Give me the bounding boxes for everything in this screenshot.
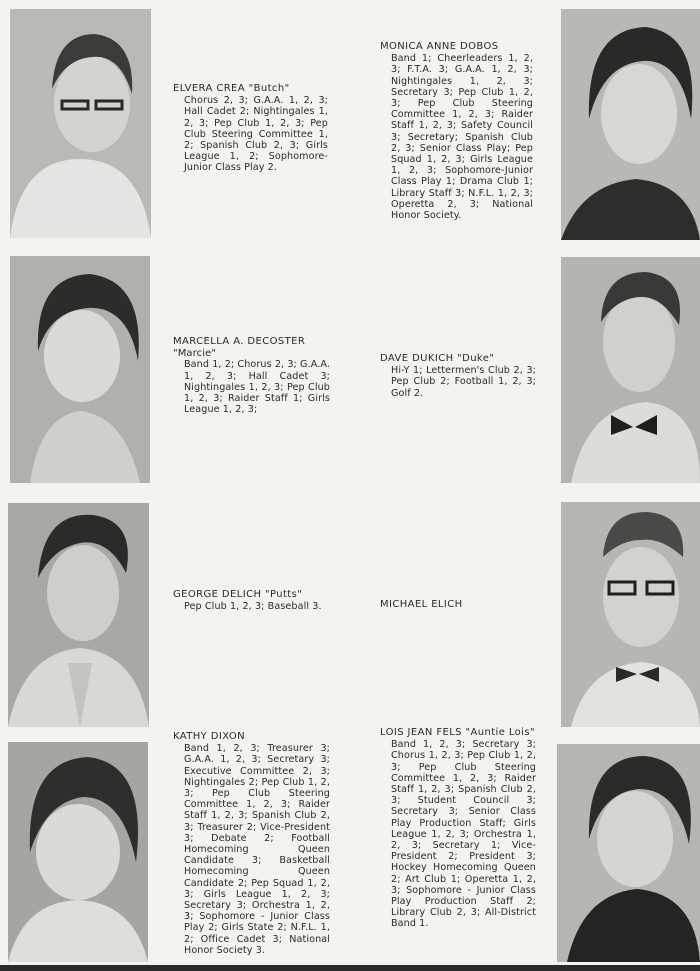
student-name: MONICA ANNE DOBOS <box>380 41 499 52</box>
student-name: KATHY DIXON <box>173 731 245 742</box>
student-name: MARCELLA A. DECOSTER <box>173 336 306 347</box>
bio-elvera-crea <box>173 83 328 174</box>
portrait-image <box>10 256 150 483</box>
portrait-lois-fels <box>557 744 700 962</box>
page-bottom-edge <box>0 965 700 971</box>
bio-marcella-decoster <box>173 336 330 415</box>
portrait-image <box>561 9 700 240</box>
student-activities: Band 1, 2, 3; Treasurer 3; G.A.A. 1, 2, 3; Secretary 3; Executive Committee 2, 3; Nightingales 2; Pep Club 1, 2, 3; Pep Club Steering Committee 1, 2, 3; Raider Staff 1, 2, 3; Spanish Club 2, 3; Treasurer 2; Vice-President 3; Debate 2; Football Homecoming Queen Candidate 3; Basketball Homecoming Queen Candidate 2; Pep Squad 1, 2, 3; Girls League 1, 2, 3; Secretary 3; Orchestra 1, 2, 3; Sophomore - Junior Class Play 2; Girls State 2; N.F.L. 1, 2; Office Cadet 3; National Honor Society 3. <box>184 743 330 956</box>
portrait-monica-dobos <box>561 9 700 240</box>
bio-dave-dukich <box>380 353 536 399</box>
bio-michael-elich <box>380 599 536 611</box>
portrait-image <box>561 257 700 483</box>
portrait-elvera-crea <box>10 9 151 238</box>
portrait-george-delich <box>8 503 149 727</box>
bio-george-delich <box>173 589 330 612</box>
portrait-image <box>561 502 700 727</box>
student-name: LOIS JEAN FELS "Auntie Lois" <box>380 727 535 738</box>
student-activities: Band 1, 2, 3; Secretary 3; Chorus 1, 2, 3; Pep Club 1, 2, 3; Pep Club Steering Committee 1, 2, 3; Raider Staff 1, 2, 3; Spanish Club 2, 3; Student Council 3; Secretary 3; Senior Class Play Production Staff; Girls League 1, 2, 3; Orchestra 1, 2, 3; Secretary 1; Vice-President 2; President 3; Hockey Homecoming Queen 2; Art Club 1; Operetta 1, 2, 3; Sophomore - Junior Class Play Production Staff 2; Library Club 2, 3; All-District Band 1. <box>391 739 536 930</box>
bio-kathy-dixon <box>173 731 330 956</box>
portrait-image <box>8 503 149 727</box>
portrait-marcella-decoster <box>10 256 150 483</box>
bio-lois-fels <box>380 727 536 930</box>
bio-monica-dobos <box>380 41 533 221</box>
student-name: GEORGE DELICH "Putts" <box>173 589 303 600</box>
student-nickname: "Marcie" <box>173 348 217 360</box>
student-activities: Band 1; Cheerleaders 1, 2, 3; F.T.A. 3; G.A.A. 1, 2, 3; Nightingales 1, 2, 3; Secretary 3; Pep Club 1, 2, 3; Pep Club Steering Committee 1, 2, 3; Raider Staff 1, 2, 3; Safety Council 3; Secretary; Spanish Club 2, 3; Senior Class Play; Pep Squad 1, 2, 3; Girls League 1, 2, 3; Sophomore-Junior Class Play 1; Drama Club 1; Library Staff 3; N.F.L. 1, 2, 3; Operetta 2, 3; National Honor Society. <box>391 53 533 222</box>
portrait-dave-dukich <box>561 257 700 483</box>
portrait-michael-elich <box>561 502 700 727</box>
portrait-image <box>8 742 148 962</box>
portrait-kathy-dixon <box>8 742 148 962</box>
student-activities: Chorus 2, 3; G.A.A. 1, 2, 3; Hall Cadet 2; Nightingales 1, 2, 3; Pep Club 1, 2, 3; Pep Club Steering Committee 1, 2; Spanish Club 2, 3; Girls League 1, 2; Sophomore-Junior Class Play 2. <box>184 95 328 174</box>
student-name: MICHAEL ELICH <box>380 599 463 610</box>
portrait-image <box>557 744 700 962</box>
student-activities: Hi-Y 1; Lettermen's Club 2, 3; Pep Club 2; Football 1, 2, 3; Golf 2. <box>391 365 536 399</box>
portrait-image <box>10 9 151 238</box>
student-name: ELVERA CREA "Butch" <box>173 83 290 94</box>
student-activities: Band 1, 2; Chorus 2, 3; G.A.A. 1, 2, 3; Hall Cadet 3; Nightingales 1, 2, 3; Pep Club 1, 2, 3; Raider Staff 1; Girls League 1, 2, 3; <box>184 359 330 416</box>
student-name: DAVE DUKICH "Duke" <box>380 353 495 364</box>
student-activities: Pep Club 1, 2, 3; Baseball 3. <box>184 601 322 613</box>
